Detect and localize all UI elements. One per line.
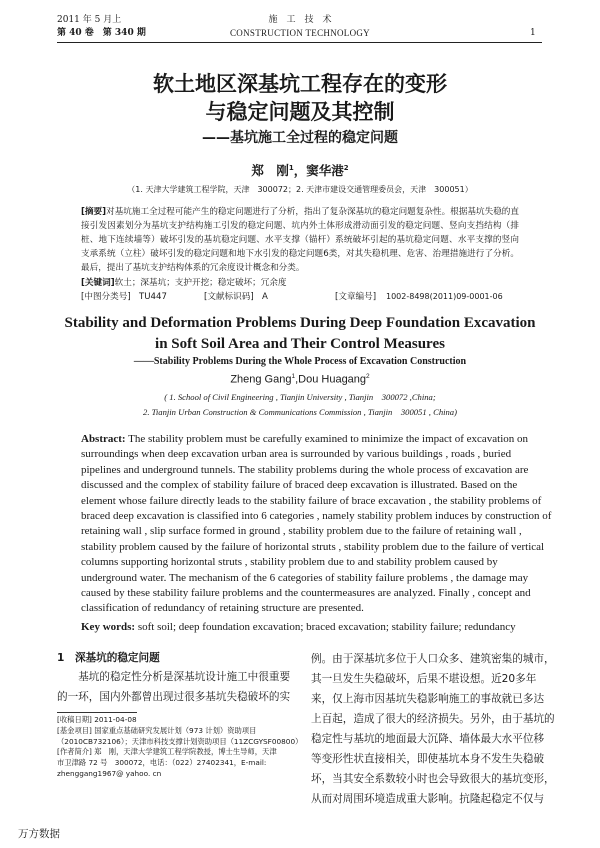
article-no-value: 1002-8498(2011)09-0001-06 — [386, 292, 503, 301]
watermark: 万方数据 — [18, 828, 60, 840]
author-cn-1: 郑 刚 — [251, 163, 289, 178]
affiliation-en-1: ( 1. School of Civil Engineering , Tianjin University , Tianjin 300072 ,China; — [164, 392, 436, 402]
abstract-en-line: Abstract: The stability problem must be carefully examined to minimize the impact of excavation on — [81, 433, 529, 445]
section-heading: 1 深基坑的稳定问题 — [57, 652, 160, 664]
abstract-en-line: stability problem caused by the failure of horizontal struts , stability problem due to the failure of vertical — [81, 540, 545, 553]
abstract-en-line: surroundings when deep excavation urban area is surrounded by various buildings , roads , buried — [81, 448, 512, 461]
doc-code-value: A — [262, 292, 268, 302]
author-cn-2: ，窦华港 — [293, 163, 344, 178]
affiliation-en-2: 2. Tianjin Urban Construction & Communications Commission , Tianjin 300051 , China) — [143, 407, 457, 417]
footnote — [57, 715, 302, 780]
header-rule — [57, 42, 542, 43]
body-line: 上百起，造成了很大的经济损失。另外，由于基坑的 — [311, 713, 555, 725]
keywords-cn-label: [关键词] — [81, 278, 115, 288]
affiliation-cn: （1. 天津大学建筑工程学院，天津 300072；2. 天津市建设交通管理委员会，天津 300051） — [127, 185, 473, 194]
abstract-en-line: braced deep excavation is classified into 6 categories , namely stability problem induces by construction of — [81, 510, 552, 523]
body-line: 例。由于深基坑多位于人口众多、建筑密集的城市， — [311, 653, 555, 665]
authors-en — [0, 373, 600, 386]
body-line: 其一旦发生失稳破坏，后果不堪设想。近20多年 — [311, 673, 537, 685]
clc-value: TU447 — [139, 292, 167, 302]
keywords-en-label: Key words: — [81, 621, 136, 633]
title-en-line1: Stability and Deformation Problems During Deep Foundation Excavation — [64, 315, 536, 331]
footnote-line: [收稿日期] 2011-04-08 — [57, 715, 137, 724]
title-cn-line1: 软土地区深基坑工程存在的变形 — [153, 72, 447, 96]
keywords-cn — [81, 276, 519, 290]
body-line: 坏，当其安全系数较小时也会导致很大的基坑变形， — [311, 773, 555, 785]
abstract-cn-text: 对基坑施工全过程可能产生的稳定问题进行了分析，指出了复杂深基坑的稳定问题复杂性。根据基坑失稳的直接引发因素划分为基坑支护结构施工引发的稳定问题、坑内外土体形成滑动面引发的稳定问题、竖向支挡结构（排桩、地下连续墙等）破坏引发的基坑稳定问题、水平支撑（锚杆）系统破坏引起的基坑稳定问题、水平支撑的竖向支承系统（立柱）破坏引发的稳定问题和地下水引发的稳定问题6类，对其失稳机理、危害、治理措施进行了分析。最后，提出了基坑支护结构体系的冗余度设计概念和分类。 — [81, 207, 519, 273]
abstract-en — [81, 432, 552, 617]
title-cn-line2: 与稳定问题及其控制 — [205, 100, 395, 124]
footnote-line: 市卫津路 72 号 300072，电话：（022）27402341，E-mail: — [57, 758, 267, 768]
subtitle-en: ——Stability Problems During the Whole Process of Excavation Construction — [133, 356, 467, 367]
author-en-2: ,Dou Huagang — [295, 373, 367, 386]
subtitle-cn: ——基坑施工全过程的稳定问题 — [202, 130, 398, 146]
body-line: 基坑的稳定性分析是深基坑设计施工中很重要 — [78, 671, 291, 683]
body-line: 等变形性状直接相关，即使基坑本身不发生失稳破 — [311, 753, 545, 765]
body-line: 稳定性与基坑的地面最大沉降、墙体最大水平位移 — [311, 733, 545, 745]
doc-code-label: [文献标识码] — [204, 292, 254, 302]
footnote-line: zhenggang1967@ yahoo. cn — [57, 768, 162, 778]
journal-title-en: CONSTRUCTION TECHNOLOGY — [230, 28, 370, 38]
keywords-en-text: soft soil; deep foundation excavation; braced excavation; stability failure; redundancy — [137, 621, 516, 633]
clc-label: [中图分类号] — [81, 292, 131, 302]
authors-cn — [0, 161, 600, 179]
header-date: 2011 年 5 月上 — [57, 15, 122, 25]
abstract-en-line: pipelines and underground tunnels. The stability problems during the whole process of excavation are — [81, 463, 529, 476]
article-no-label: [文章编号] — [335, 292, 377, 302]
abstract-en-line: retaining wall , slip surface formed in ground , stability problem due to the failure of retaining wall , — [81, 525, 522, 538]
header-volume: 第 40 卷 第 340 期 — [57, 28, 146, 38]
page-number: 1 — [530, 28, 536, 38]
author-en-2-sup: 2 — [366, 373, 370, 380]
section-body-left — [57, 667, 297, 707]
keywords-en — [81, 620, 521, 635]
abstract-en-label: Abstract: — [81, 433, 126, 445]
abstract-en-line: underground water. The mechanism of the 6 categories of stability failure problems , the damage may — [81, 571, 529, 584]
author-cn-2-sup: 2 — [343, 163, 349, 172]
footnote-line: [作者简介] 郑 刚，天津大学建筑工程学院教授，博士生导师，天津 — [57, 747, 277, 757]
body-line: 的一环，国内外都曾出现过很多基坑失稳破坏的实 — [57, 691, 291, 703]
abstract-en-line: columns supporting horizontal struts , stability problem due to and stability problem caused by — [81, 556, 498, 569]
body-line: 从而对周围环境造成重大影响。抗隆起稳定不仅与 — [311, 793, 545, 805]
author-cn-1-sup: 1 — [288, 163, 294, 172]
section-body-right — [311, 649, 555, 809]
abstract-en-line: element whose failure directly leads to the stability failure of brace excavation , the stability problems of — [81, 494, 542, 507]
abstract-cn-label: [摘要] — [81, 207, 107, 217]
footnote-line: （2010CB732106）；天津市科技支撑计划资助项目（11ZCGYSF00800） — [57, 736, 303, 746]
abstract-en-line: discussed and the complex of stability failure of braced deep excavation is illustrated. Based on the — [81, 479, 518, 492]
title-en-line2: in Soft Soil Area and Their Control Measures — [155, 336, 445, 352]
journal-title-cn: 施 工 技 术 — [268, 15, 332, 25]
keywords-cn-text: 软土；深基坑；支护开挖；稳定破坏；冗余度 — [114, 278, 287, 288]
abstract-en-line: classification of redundancy of retaining structure are presented. — [81, 602, 364, 615]
abstract-cn — [81, 205, 519, 275]
abstract-en-line: caused by these stability failure problems and the countermeasures are analyzed. Finally , concept and — [81, 587, 531, 600]
author-en-1: Zheng Gang — [230, 373, 292, 386]
footnote-line: [基金项目] 国家重点基础研究发展计划（973 计划）资助项目 — [57, 725, 257, 735]
body-line: 来，仅上海市因基坑失稳影响施工的事故就已多达 — [311, 693, 545, 705]
footnote-rule — [57, 712, 137, 713]
author-en-1-sup: 1 — [291, 373, 296, 380]
